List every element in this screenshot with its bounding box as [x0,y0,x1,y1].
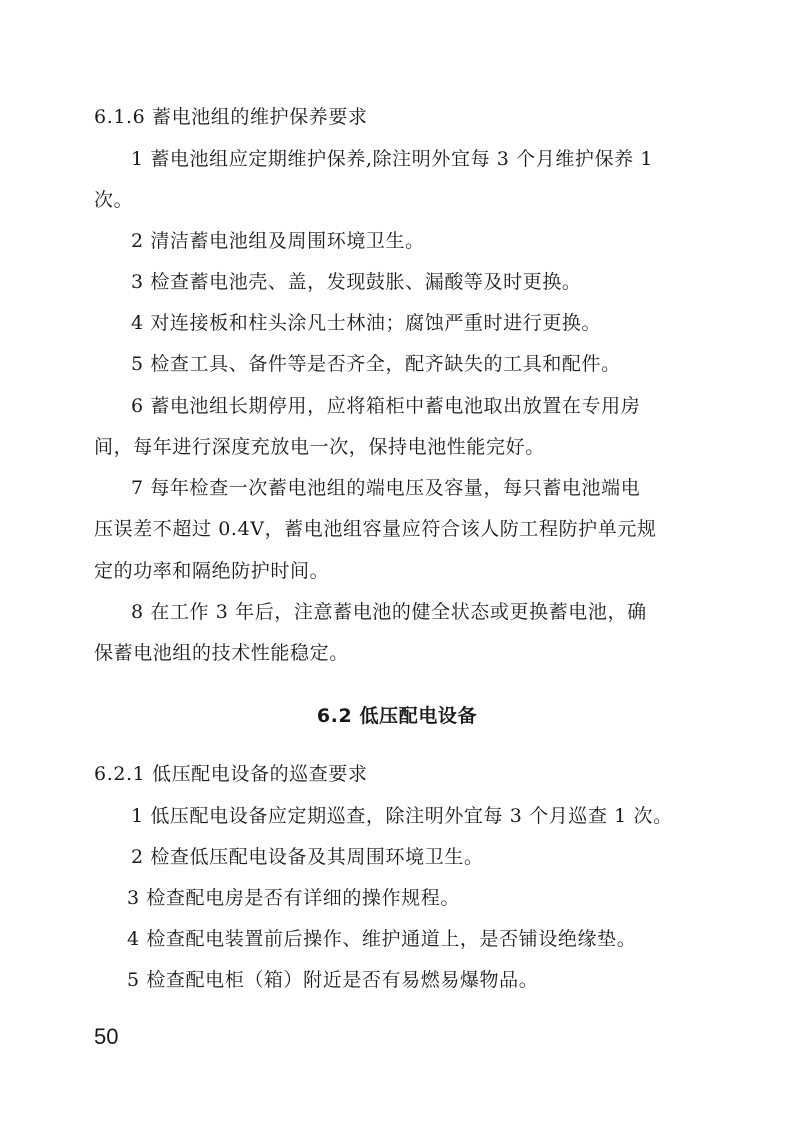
paragraph-line: 4 对连接板和柱头涂凡士林油；腐蚀严重时进行更换。 [131,312,602,334]
page-number: 50 [94,1024,119,1049]
paragraph-line: 7 每年检查一次蓄电池组的端电压及容量，每只蓄电池端电 [131,477,641,499]
paragraph-line: 2 清洁蓄电池组及周围环境卫生。 [131,230,425,252]
paragraph-line: 4 检查配电装置前后操作、维护通道上，是否铺设绝缘垫。 [127,928,637,950]
paragraph-line: 1 蓄电池组应定期维护保养,除注明外宜每 3 个月维护保养 1 [131,148,654,170]
paragraph-line: 压误差不超过 0.4V，蓄电池组容量应符合该人防工程防护单元规 [94,518,657,540]
paragraph-line: 6 蓄电池组长期停用，应将箱柜中蓄电池取出放置在专用房 [131,395,641,417]
paragraph-line: 8 在工作 3 年后，注意蓄电池的健全状态或更换蓄电池，确 [131,601,647,623]
paragraph-line: 1 低压配电设备应定期巡查，除注明外宜每 3 个月巡查 1 次。 [131,805,673,827]
paragraph-line: 次。 [94,189,134,211]
paragraph-line: 3 检查配电房是否有详细的操作规程。 [127,887,460,909]
paragraph-line: 定的功率和隔绝防护时间。 [94,560,330,582]
section-heading-6-2: 6.2 低压配电设备 [316,705,478,727]
section-title-6-2-1: 6.2.1 低压配电设备的巡查要求 [94,763,368,785]
section-title-6-1-6: 6.1.6 蓄电池组的维护保养要求 [94,106,368,128]
paragraph-line: 5 检查工具、备件等是否齐全，配齐缺失的工具和配件。 [131,353,621,375]
paragraph-line: 间，每年进行深度充放电一次，保持电池性能完好。 [94,436,545,458]
paragraph-line: 3 检查蓄电池壳、盖，发现鼓胀、漏酸等及时更换。 [131,271,582,293]
paragraph-line: 2 检查低压配电设备及其周围环境卫生。 [131,846,484,868]
paragraph-line: 5 检查配电柜（箱）附近是否有易燃易爆物品。 [127,969,539,991]
paragraph-line: 保蓄电池组的技术性能稳定。 [94,642,349,664]
